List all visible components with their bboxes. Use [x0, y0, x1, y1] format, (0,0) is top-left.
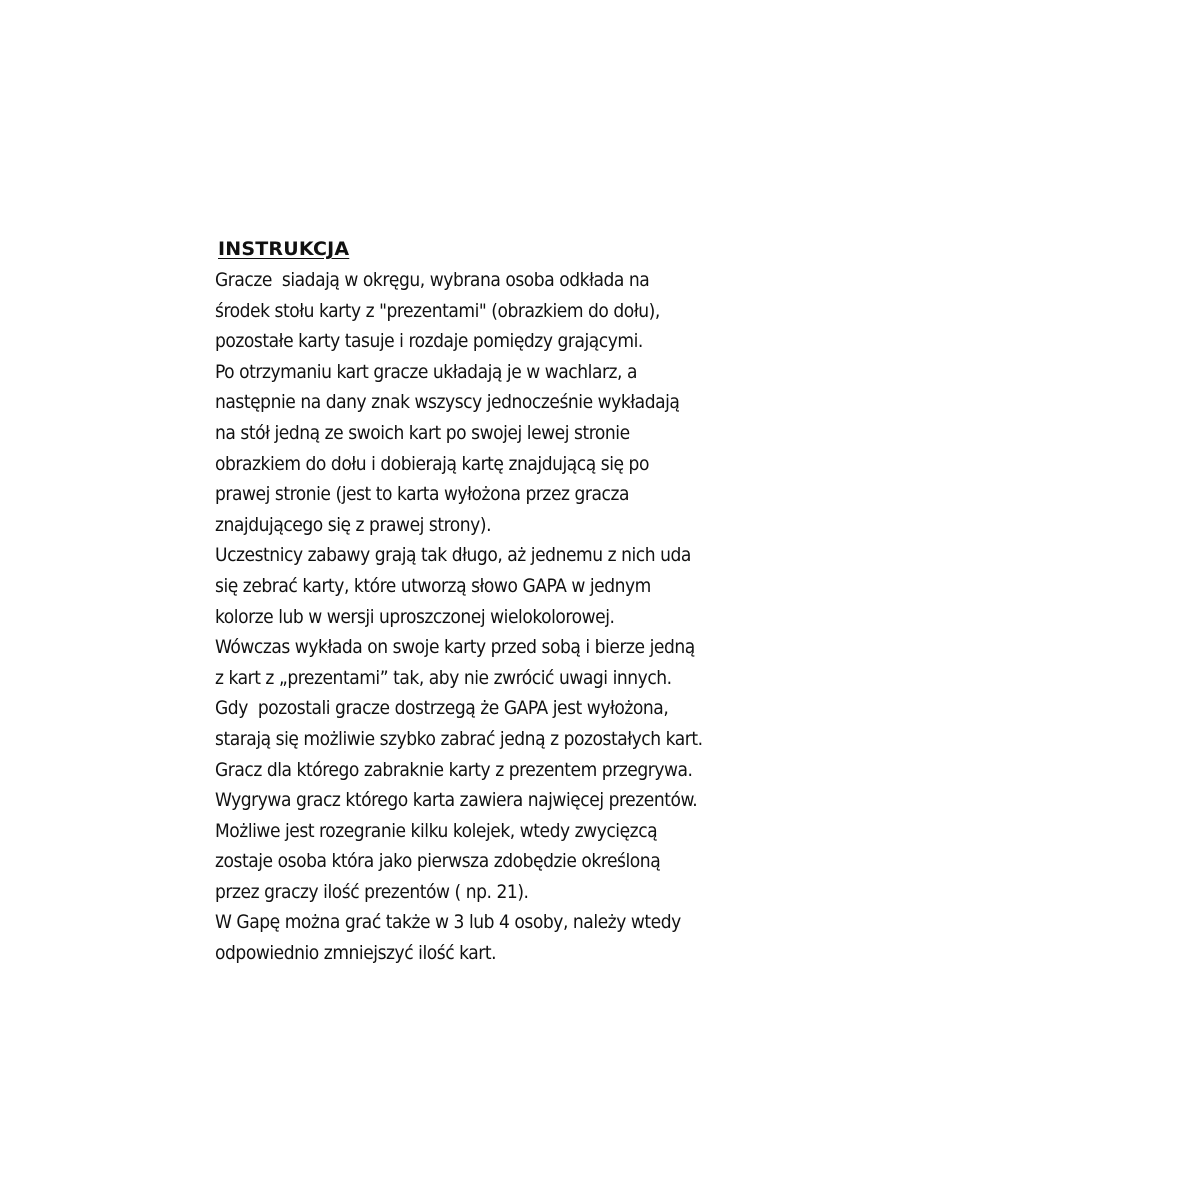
text-line: Możliwe jest rozegranie kilku kolejek, wtedy zwycięzcą: [215, 819, 658, 842]
text-line: na stół jedną ze swoich kart po swojej lewej stronie: [215, 421, 630, 444]
text-line: obrazkiem do dołu i dobierają kartę znajdującą się po: [215, 452, 649, 475]
text-line: starają się możliwie szybko zabrać jedną z pozostałych kart.: [215, 727, 703, 750]
text-line: Gracze siadają w okręgu, wybrana osoba odkłada na: [215, 269, 650, 291]
text-line: się zebrać karty, które utworzą słowo GAPA w jednym: [215, 574, 651, 597]
text-line: pozostałe karty tasuje i rozdaje pomiędzy grającymi.: [215, 330, 643, 353]
text-line: Gdy pozostali gracze dostrzegą że GAPA jest wyłożona,: [215, 697, 669, 720]
text-line: zostaje osoba która jako pierwsza zdobędzie określoną: [215, 850, 661, 873]
text-line: znajdującego się z prawej strony).: [215, 513, 492, 536]
text-line: przez graczy ilość prezentów ( np. 21).: [215, 880, 529, 903]
text-line: Gracz dla którego zabraknie karty z prezentem przegrywa.: [215, 758, 693, 781]
text-line: Wygrywa gracz którego karta zawiera najwięcej prezentów.: [215, 789, 698, 812]
text-line: z kart z „prezentami” tak, aby nie zwrócić uwagi innych.: [215, 666, 672, 689]
text-line: Uczestnicy zabawy grają tak długo, aż jednemu z nich uda: [215, 544, 691, 567]
text-line: następnie na dany znak wszyscy jednocześnie wykładają: [215, 391, 680, 414]
text-line: prawej stronie (jest to karta wyłożona przez gracza: [215, 483, 630, 506]
text-line: Wówczas wykłada on swoje karty przed sobą i bierze jedną: [215, 636, 695, 659]
document-title: INSTRUKCJA: [218, 238, 350, 260]
text-line: W Gapę można grać także w 3 lub 4 osoby, należy wtedy: [215, 911, 681, 934]
text-line: kolorze lub w wersji uproszczonej wielokolorowej.: [215, 605, 615, 628]
instruction-document: [215, 233, 855, 969]
text-line: Po otrzymaniu kart gracze układają je w wachlarz, a: [215, 360, 638, 383]
document-body: [215, 265, 855, 969]
text-line: środek stołu karty z "prezentami" (obrazkiem do dołu),: [215, 299, 660, 322]
text-line: odpowiednio zmniejszyć ilość kart.: [215, 942, 497, 965]
